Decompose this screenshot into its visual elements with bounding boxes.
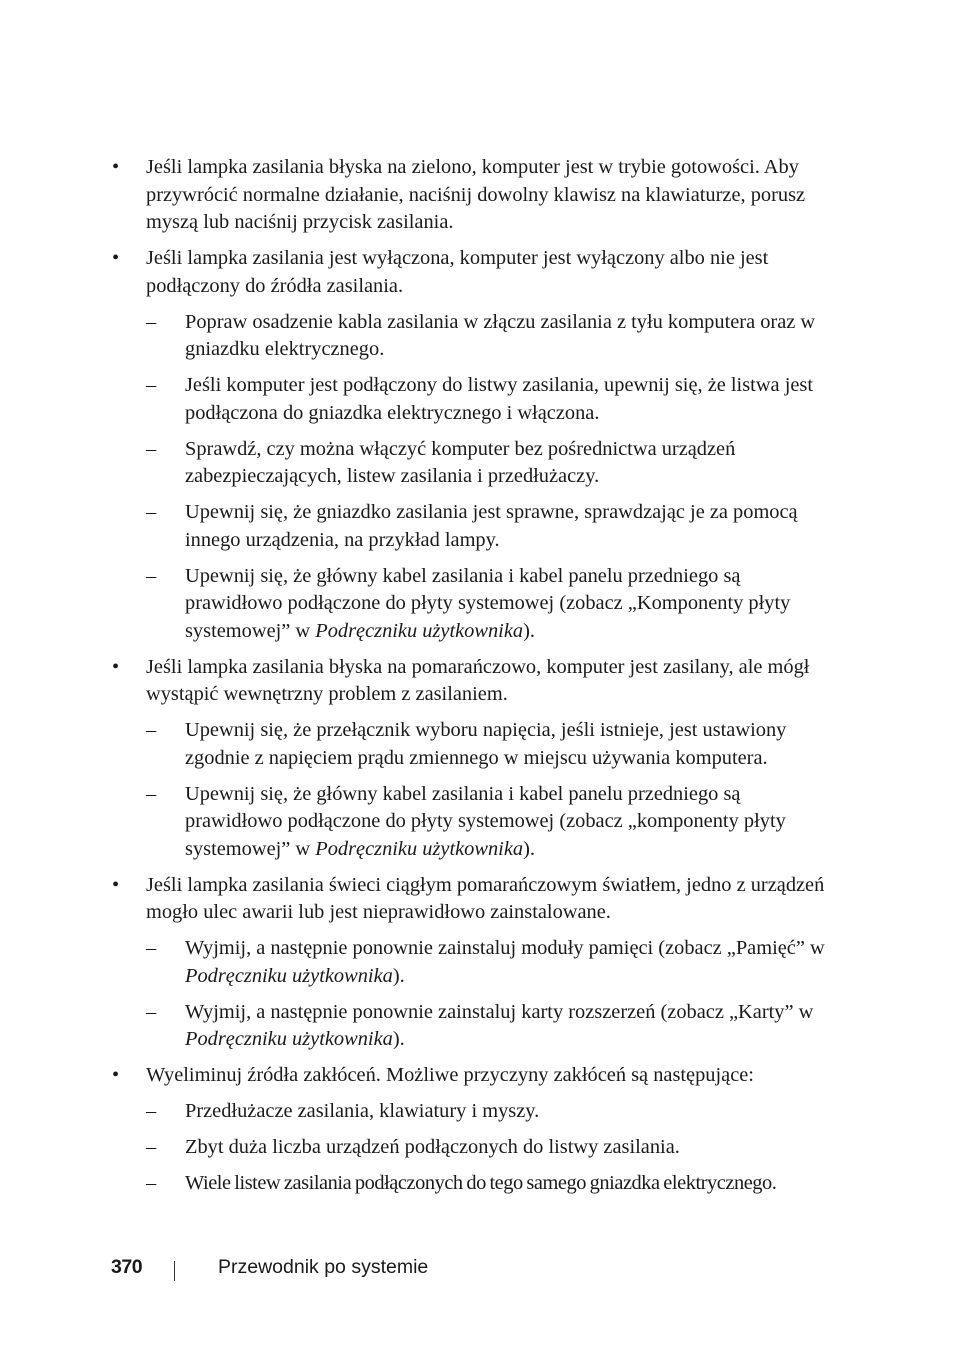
sub-item	[0, 309, 954, 364]
bullet-marker: •	[112, 1064, 120, 1086]
sub-item	[0, 1098, 954, 1126]
book-title-reference: Podręczniku użytkownika	[315, 837, 524, 860]
text-run: Popraw osadzenie kabla zasilania w złączu zasilania z tyłu komputera oraz w gniazdku elektrycznego.	[185, 310, 816, 360]
bullet-marker: •	[112, 247, 120, 269]
text-run: Jeśli lampka zasilania świeci ciągłym pomarańczowym światłem, jedno z urządzeń mogło ulec awarii lub jest nieprawidłowo zainstalowane.	[146, 873, 825, 923]
bullet-item	[0, 245, 954, 300]
sub-item	[0, 781, 954, 864]
item-text	[185, 374, 813, 424]
text-run: Jeśli lampka zasilania jest wyłączona, komputer jest wyłączony albo nie jest podłączony do źródła zasilania.	[146, 247, 769, 297]
footer-title: Przewodnik po systemie	[218, 1256, 429, 1278]
page-number: 370	[111, 1256, 143, 1278]
bullet-marker: •	[112, 655, 120, 678]
text-run: ).	[392, 964, 405, 987]
sub-item	[0, 1170, 954, 1198]
item-text	[185, 565, 790, 642]
sub-item	[0, 717, 954, 772]
sub-item	[0, 499, 954, 554]
dash-marker: –	[146, 1136, 157, 1158]
bullet-marker: •	[112, 873, 120, 896]
item-text	[146, 247, 768, 297]
book-title-reference: Podręczniku użytkownika	[315, 619, 524, 642]
dash-marker: –	[146, 1000, 157, 1023]
book-title-reference: Podręczniku użytkownika	[185, 1028, 393, 1050]
book-title-reference: Podręczniku użytkownika	[185, 964, 393, 987]
bullet-item	[0, 154, 954, 237]
item-text	[185, 501, 798, 551]
dash-marker: –	[146, 501, 157, 523]
dash-marker: –	[146, 374, 157, 396]
document-body	[0, 154, 954, 1206]
text-run: Wyeliminuj źródła zakłóceń. Możliwe przyczyny zakłóceń są następujące:	[146, 1064, 754, 1086]
sub-item	[0, 1134, 954, 1162]
text-run: Wyjmij, a następnie ponownie zainstaluj karty rozszerzeń (zobacz „Karty” w	[185, 1000, 814, 1023]
item-text	[146, 1064, 754, 1086]
text-run: Jeśli komputer jest podłączony do listwy zasilania, upewnij się, że listwa jest podłączona do gniazdka elektrycznego i włączona.	[185, 374, 814, 424]
sub-item	[0, 935, 954, 990]
dash-marker: –	[146, 564, 157, 587]
text-run: Wiele listew zasilania podłączonych do tego samego gniazdka elektrycznego.	[185, 1172, 777, 1194]
bullet-item	[0, 654, 954, 709]
text-run: Jeśli lampka zasilania błyska na zielono, komputer jest w trybie gotowości. Aby przywrócić normalne działanie, naciśnij dowolny klawisz na klawiaturze, porusz myszą lub naciśnij przycisk zasilania.	[146, 156, 806, 233]
bullet-item	[0, 872, 954, 927]
footer-divider	[174, 1261, 175, 1281]
text-run: Wyjmij, a następnie ponownie zainstaluj moduły pamięci (zobacz „Pamięć” w	[185, 937, 825, 959]
text-run: Sprawdź, czy można włączyć komputer bez pośrednictwa urządzeń zabezpieczających, listew zasilania i przedłużaczy.	[185, 437, 736, 487]
item-text	[185, 311, 815, 361]
sub-item	[0, 436, 954, 491]
sub-item	[0, 999, 954, 1054]
text-run: Upewnij się, że gniazdko zasilania jest sprawne, sprawdzając je za pomocą innego urządzenia, na przykład lampy.	[185, 501, 798, 551]
text-run: ).	[392, 1028, 405, 1050]
text-run: Przedłużacze zasilania, klawiatury i myszy.	[185, 1100, 540, 1122]
item-text	[185, 719, 786, 769]
item-text	[185, 1100, 539, 1122]
item-text	[185, 1001, 813, 1051]
text-run: Upewnij się, że przełącznik wyboru napięcia, jeśli istnieje, jest ustawiony zgodnie z napięciem prądu zmiennego w miejscu używania komputera.	[185, 719, 787, 769]
item-text	[146, 874, 824, 924]
item-text	[185, 937, 825, 987]
text-run: ).	[523, 837, 535, 860]
text-run: Zbyt duża liczba urządzeń podłączonych do listwy zasilania.	[185, 1136, 680, 1158]
dash-marker: –	[146, 1172, 157, 1194]
text-run: Jeśli lampka zasilania błyska na pomarańczowo, komputer jest zasilany, ale mógł wystąpić wewnętrzny problem z zasilaniem.	[146, 655, 810, 705]
dash-marker: –	[146, 310, 157, 333]
dash-marker: –	[146, 437, 157, 460]
item-text	[146, 156, 805, 233]
dash-marker: –	[146, 937, 157, 959]
dash-marker: –	[146, 719, 157, 741]
item-text	[185, 783, 786, 860]
item-text	[185, 1170, 776, 1198]
text-run: Upewnij się, że główny kabel zasilania i kabel panelu przedniego są prawidłowo podłączone do płyty systemowej (zobacz „Komponenty płyty systemowej” w	[185, 564, 791, 642]
text-run: Upewnij się, że główny kabel zasilania i kabel panelu przedniego są prawidłowo podłączone do płyty systemowej (zobacz „komponenty płyty systemowej” w	[185, 782, 786, 860]
page-footer	[0, 1256, 954, 1286]
item-text	[185, 438, 735, 488]
item-text	[185, 1136, 680, 1158]
sub-item	[0, 372, 954, 427]
text-run: ).	[523, 619, 535, 642]
bullet-marker: •	[112, 156, 120, 178]
sub-item	[0, 563, 954, 646]
bullet-item	[0, 1062, 954, 1090]
dash-marker: –	[146, 782, 157, 805]
dash-marker: –	[146, 1100, 157, 1122]
item-text	[146, 656, 809, 706]
